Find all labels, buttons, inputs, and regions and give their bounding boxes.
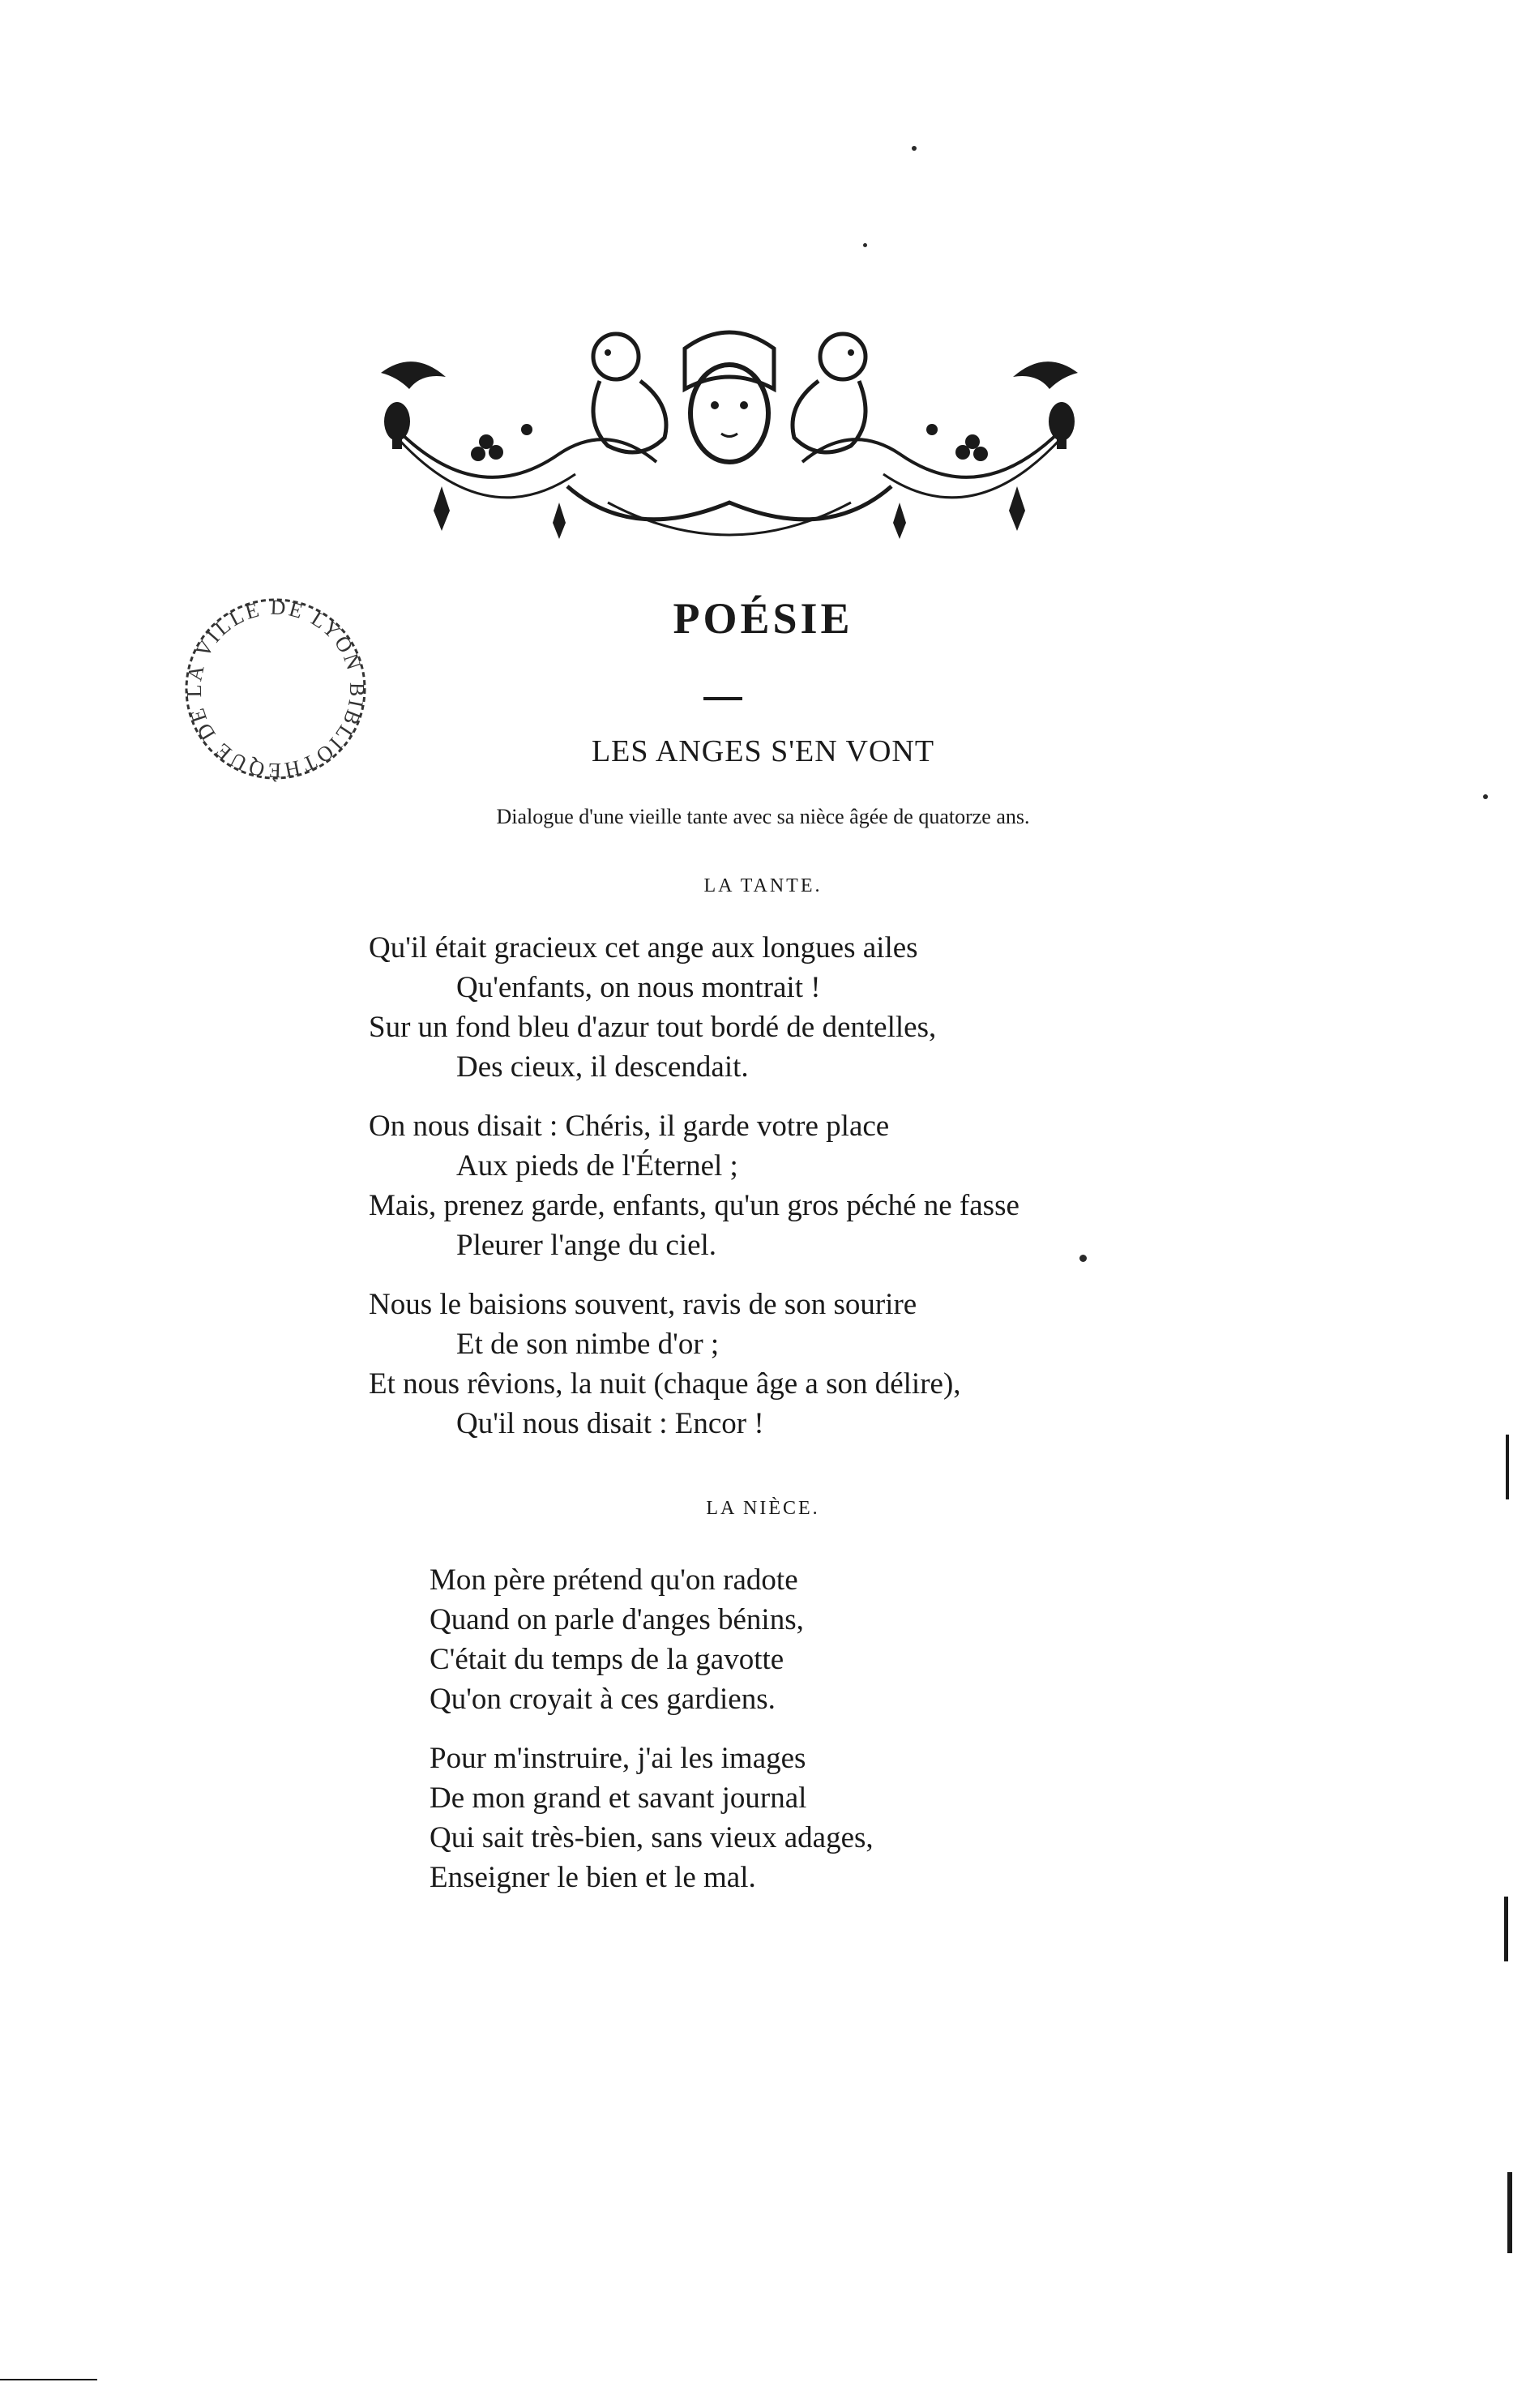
scan-margin-mark (1506, 1435, 1509, 1499)
scan-margin-mark (1504, 1897, 1508, 1961)
verse-line: Qui sait très-bien, sans vieux adages, (430, 1821, 874, 1854)
stamp-text: BIBLIOTHÈQUE DE LA VILLE DE LYON (182, 595, 370, 783)
verse-line: Des cieux, il descendait. (456, 1050, 749, 1084)
ink-speck (863, 243, 867, 247)
verse-line: Qu'il était gracieux cet ange aux longues ailes (369, 931, 918, 964)
scan-margin-mark (1507, 2172, 1512, 2253)
verse-line: Mais, prenez garde, enfants, qu'un gros péché ne fasse (369, 1189, 1019, 1222)
stanza (430, 1739, 874, 1897)
verse-line: De mon grand et savant journal (430, 1781, 807, 1815)
verse-line: On nous disait : Chéris, il garde votre place (369, 1110, 890, 1143)
ink-speck (1079, 1255, 1087, 1262)
section-title: POÉSIE (673, 594, 853, 643)
ink-speck (912, 146, 917, 151)
verse-line: Sur un fond bleu d'azur tout bordé de dentelles, (369, 1011, 937, 1044)
stanza (430, 1560, 804, 1719)
stanza (369, 928, 936, 1087)
verse-line: Pour m'instruire, j'ai les images (430, 1742, 806, 1775)
verse-line: Pleurer l'ange du ciel. (456, 1229, 717, 1262)
speaker-label: LA NIÈCE. (706, 1498, 820, 1519)
verse-line: Mon père prétend qu'on radote (430, 1563, 798, 1597)
verse-line: Qu'enfants, on nous montrait ! (456, 971, 821, 1004)
speaker-label: LA TANTE. (703, 875, 823, 896)
verse-line: Et de son nimbe d'or ; (456, 1328, 720, 1361)
verse-line: Aux pieds de l'Éternel ; (456, 1149, 738, 1183)
verse-line: Quand on parle d'anges bénins, (430, 1603, 804, 1636)
verse-line: Et nous rêvions, la nuit (chaque âge a son délire), (369, 1367, 961, 1401)
verse-line: Enseigner le bien et le mal. (430, 1861, 756, 1894)
stanza (369, 1106, 1019, 1265)
poem-intro: Dialogue d'une vieille tante avec sa nièce âgée de quatorze ans. (496, 805, 1030, 828)
verse-line: Qu'il nous disait : Encor ! (456, 1407, 764, 1440)
ink-speck (1483, 794, 1488, 799)
ornamental-headpiece (365, 300, 1094, 559)
verse-line: C'était du temps de la gavotte (430, 1643, 784, 1676)
poem-title: LES ANGES S'EN VONT (591, 734, 935, 768)
verse-line: Nous le baisions souvent, ravis de son sourire (369, 1288, 917, 1321)
stanza (369, 1285, 961, 1444)
verse-line: Qu'on croyait à ces gardiens. (430, 1683, 776, 1716)
title-divider (703, 697, 742, 700)
scan-margin-mark (0, 2379, 97, 2380)
